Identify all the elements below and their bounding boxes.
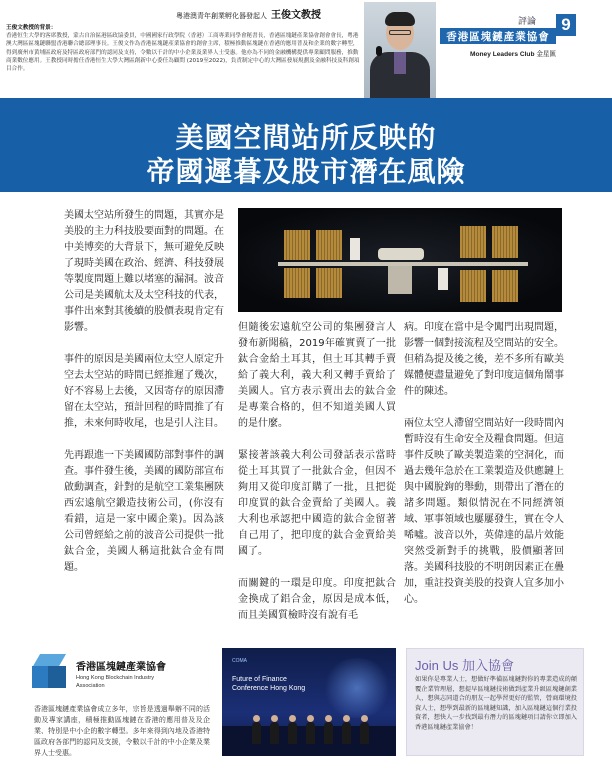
- cube-logo-icon: [30, 652, 70, 692]
- author-prefix: 粵港澳青年創業孵化器發起人: [176, 12, 267, 20]
- paragraph: 但隨後宏遠航空公司的集團發言人發布新聞稿，2019年確實賣了一批鈦合金給土耳其，但土耳其轉手賣給了義大利，義大利又轉手賣給了美國人。官方表示賣出去的鈦合金是專業合格的，但不知道美國人買的是什麼。: [238, 322, 396, 429]
- conference-title-line-1: Future of Finance: [232, 676, 287, 683]
- author-name: 王俊文教授: [271, 10, 321, 21]
- author-bio: [6, 24, 362, 73]
- club-name: Money Leaders Club: [470, 51, 535, 58]
- association-name-en-line-2: Association: [76, 683, 105, 689]
- paragraph: 美國太空站所發生的問題，其實亦是美股的主力科技股要面對的問題。在中美博奕的大背景下，無可避免反映了現時美國在政治、經濟、科技發展等製度問題上難以堵塞的漏洞。波音公司是美國航太及太空科技的代表，事件出來對其後續的股價表現肯定有影響。: [64, 210, 224, 333]
- page-number: 9: [561, 15, 571, 34]
- bio-text: 香港恒生大學的客席教授，蒙古自治區港區政協委員，中國國家行政學院（香港）工商專業同學會秘書長，香港區塊鏈產業協會創會會長，粵港澳大灣區區塊鏈聯盟香港聯合總部理事長。王俊文作為香港區塊鏈產業協會的創會主席，積極推動區塊鏈在香港的應用普及和企業的數字轉型，得到廣州市黃埔區政府及特區政府部門的認同及支持，令數以千計的中小企業及業界人士受惠。他亦為不同的金融機構提供專業顧問服務，推動商業數位應用。王教授同時擔任香港恒生大學大灣區創新中心委任為顧問 (2019至2022)，負責制定中心的大灣區發展規劃及金融科技及科創項目合作。: [6, 33, 360, 73]
- join-us-box: [406, 648, 584, 756]
- section-title: 香港區塊鏈產業協會: [446, 31, 550, 43]
- page-number-badge: [556, 14, 576, 36]
- space-station-photo-icon: [238, 208, 562, 312]
- conference-title: [232, 676, 322, 693]
- paragraph: 而關鍵的一環是印度。印度把鈦合金換成了鋁合金，原因是成本低，而且美國質檢時沒有說有毛: [238, 578, 396, 621]
- join-text: 如果你是專業人士，想做好準備區塊鏈對你的專業造成的顛覆企業管理層，想提早區塊鏈技術做到產業升級區塊鏈創業人，想與志同道合的朋友一起學習更好的監管，營商環境投資人士，想學到最新的區塊鏈知識，加入區塊鏈這個行業投資者，想快人一步找到最有潛力的區塊鏈項目請你立即加入香港區塊鏈產業協會！: [415, 676, 577, 731]
- paragraph: 先再跟進一下美國國防部對事件的調查。事件發生後，美國的國防部宣布啟動調查，針對的是航空工業集團陝西宏遠航空鍛造技術公司，(你沒有看錯，這是一家中國企業)。因為該公司曾經給之前的波音公司提供一批鈦合金，美國人稱這批鈦合金有問題。: [64, 450, 224, 573]
- association-name-en-line-1: Hong Kong Blockchain Industry: [76, 675, 155, 681]
- author-line: [176, 6, 321, 21]
- association-logo: [30, 652, 210, 700]
- paragraph: 事件的原因是美國兩位太空人原定升空去太空站的時間已經推遲了幾次，好不容易上去後，又因寄存的原因滯留在太空站，預計回程的時間推了有推，未來何時收尾，也是引人注目。: [64, 354, 224, 429]
- paragraph: 緊接著該義大利公司發話表示當時從土耳其買了一批鈦合金，但因不夠用又從印度訂購了一批，且把從印度買的鈦合金賣給了美國人。義大利也承認把中國造的鈦合金留著自己用了，把印度的鈦合金賣給美國了。: [238, 450, 396, 557]
- paragraph: 兩位太空人滯留空間站好一段時間內暫時沒有生命安全及糧食問題。但這事件反映了歐美製造業的空洞化，而過去幾年急於在工業製造及供應鏈上與中國脫鉤的舉動，則帶出了潛在的諸多問題。類似情況在不同經濟領域、軍事領域也屢屢發生，實在令人唏噓。波音以外，英偉達的晶片效能突然受新對手的挑戰，股價顯著回落。美國科技股的不明朗因素正在疊加，重註投資美股的投資人宜多加小心。: [404, 418, 564, 605]
- article-column-2: [238, 320, 396, 640]
- conference-title-line-2: Conference Hong Kong: [232, 684, 306, 692]
- club-line: [470, 48, 556, 58]
- join-title: Join Us 加入協會: [415, 658, 514, 673]
- conference-photo-icon: [222, 648, 396, 756]
- section-bar: [440, 28, 556, 44]
- headline-line-1: 美國空間站所反映的: [175, 121, 437, 154]
- article-column-1: [64, 208, 224, 592]
- club-suffix: 金星匯: [536, 51, 557, 58]
- paragraph: 病。印度在當中是令闖門出現問題，影響一個對接流程及空間站的安全。但稍為提及後之後，差不多所有歐美媒體便盡量避免了對印度這個角鬧事件的陳述。: [404, 322, 564, 397]
- rubric-label: 評論: [518, 17, 537, 27]
- association-name-en: [76, 674, 154, 690]
- bio-title: 王俊文教授的背景：: [6, 25, 57, 31]
- headline-line-2: 帝國遲暮及股市潛在風險: [146, 155, 466, 188]
- conference-logo: COMA: [232, 658, 247, 664]
- article-column-3: [404, 320, 564, 624]
- association-description: 香港區塊鏈產業協會成立多年，宗旨是透過舉辦不同的活動及專家講座，積極推動區塊鏈在香港的應用普及及企業、特別是中小企的數字轉型。多年來得到內地及香港特區政府各部門的認同及支援，令數以千計的中小企業及業界人士受惠。: [34, 705, 210, 757]
- speaker-portrait-icon: [364, 2, 436, 98]
- title-banner: [0, 98, 612, 192]
- association-name: 香港區塊鏈產業協會: [76, 662, 166, 673]
